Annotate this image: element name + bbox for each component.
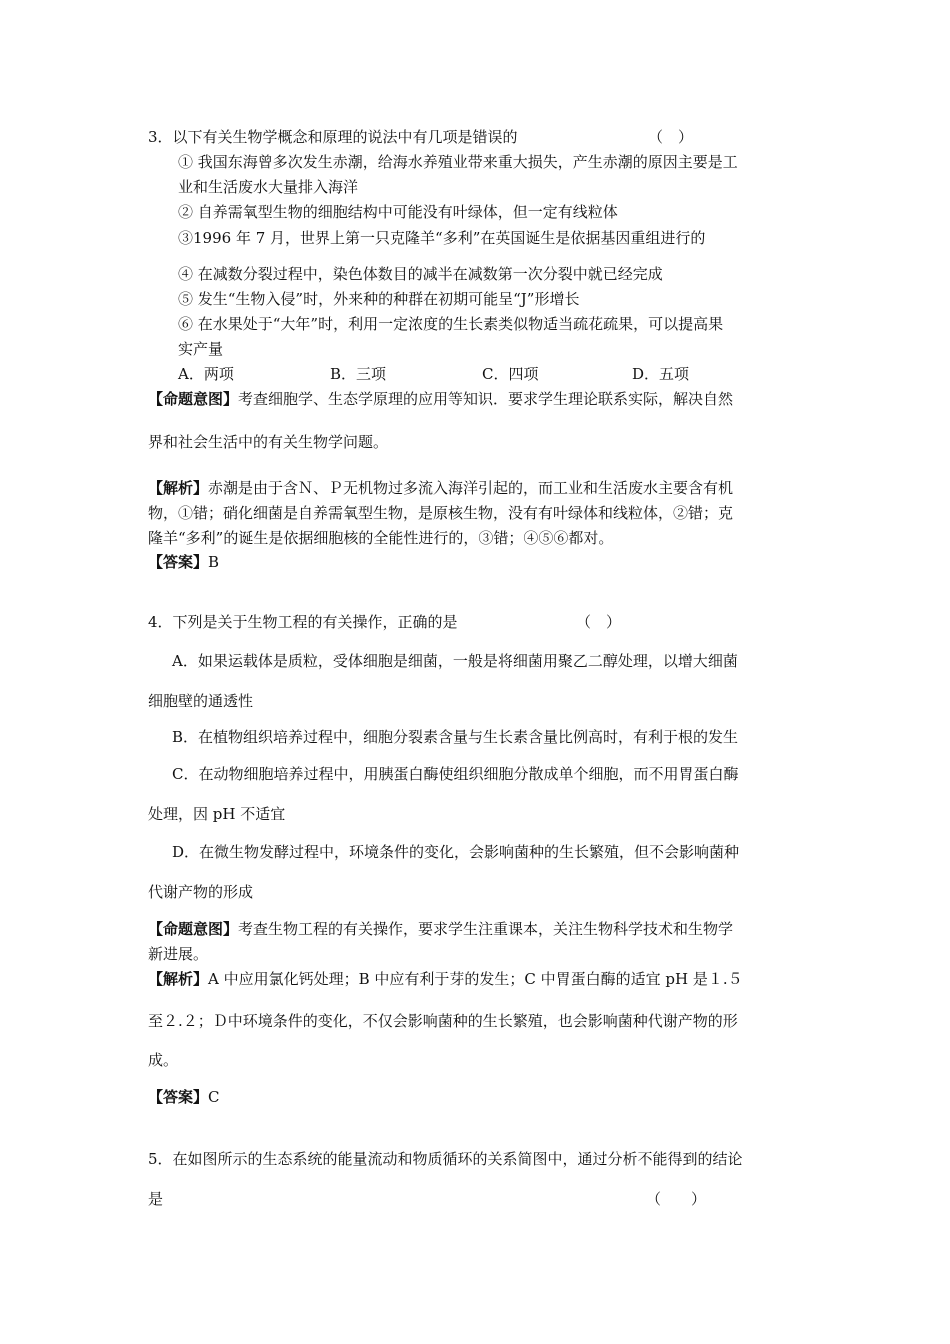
answer-value: C	[208, 1088, 220, 1106]
q3-item: ⑤ 发生“生物入侵”时，外来种的种群在初期可能呈“J”形增长	[178, 290, 580, 308]
q4-option-c: C．在动物细胞培养过程中，用胰蛋白酶使组织细胞分散成单个细胞，而不用胃蛋白酶	[172, 765, 739, 783]
q4-option-a-cont: 细胞壁的通透性	[148, 692, 254, 710]
q4-answer	[148, 1087, 220, 1107]
answer-label: 【答案】	[148, 1088, 209, 1106]
analysis-text: A 中应用氯化钙处理；B 中应有利于芽的发生；C 中胃蛋白酶的适宜 pH 是１.５	[208, 970, 743, 988]
q3-item: ④ 在减数分裂过程中，染色体数目的减半在减数第一次分裂中就已经完成	[178, 265, 663, 283]
q4-answer-paren: （ ）	[576, 613, 622, 631]
q3-item: ③1996 年 7 月，世界上第一只克隆羊“多利”在英国诞生是依据基因重组进行的	[178, 229, 706, 247]
intent-label: 【命题意图】	[148, 920, 239, 938]
q4-option-d-cont: 代谢产物的形成	[148, 883, 254, 901]
q3-item: ① 我国东海曾多次发生赤潮，给海水养殖业带来重大损失，产生赤潮的原因主要是工	[178, 153, 738, 171]
q3-analysis-cont: 隆羊“多利”的诞生是依据细胞核的全能性进行的，③错；④⑤⑥都对。	[148, 529, 614, 547]
q3-intent-cont: 界和社会生活中的有关生物学问题。	[148, 433, 389, 451]
q4-option-d: D．在微生物发酵过程中，环境条件的变化，会影响菌种的生长繁殖，但不会影响菌种	[172, 843, 740, 861]
q4-analysis	[148, 969, 743, 989]
q3-analysis-cont: 物，①错；硝化细菌是自养需氧型生物，是原核生物，没有有叶绿体和线粒体，②错；克	[148, 504, 734, 522]
intent-text: 考查细胞学、生态学原理的应用等知识．要求学生理论联系实际，解决自然	[238, 390, 734, 408]
q3-intent	[148, 389, 733, 409]
q3-option-d: D．五项	[632, 365, 690, 383]
q3-item: ⑥ 在水果处于“大年”时，利用一定浓度的生长素类似物适当疏花疏果，可以提高果	[178, 315, 724, 333]
answer-label: 【答案】	[148, 553, 209, 571]
q5-stem: 5．在如图所示的生态系统的能量流动和物质循环的关系简图中，通过分析不能得到的结论	[148, 1150, 743, 1168]
q4-intent	[148, 919, 733, 939]
q3-option-b: B．三项	[330, 365, 387, 383]
q4-option-a: A．如果运载体是质粒，受体细胞是细菌，一般是将细菌用聚乙二醇处理，以增大细菌	[172, 652, 738, 670]
intent-text: 考查生物工程的有关操作，要求学生注重课本，关注生物科学技术和生物学	[238, 920, 734, 938]
analysis-text: 赤潮是由于含Ｎ、Ｐ无机物过多流入海洋引起的，而工业和生活废水主要含有机	[208, 479, 734, 497]
q4-stem: 4．下列是关于生物工程的有关操作，正确的是	[148, 613, 458, 631]
q4-analysis-cont: 成。	[148, 1051, 179, 1069]
q4-option-c-cont: 处理，因 pH 不适宜	[148, 805, 286, 823]
analysis-label: 【解析】	[148, 479, 209, 497]
q3-item: 实产量	[178, 340, 224, 358]
q5-answer-paren: （ ）	[646, 1190, 707, 1208]
q3-item: ② 自养需氧型生物的细胞结构中可能没有叶绿体，但一定有线粒体	[178, 203, 618, 221]
analysis-label: 【解析】	[148, 970, 209, 988]
intent-label: 【命题意图】	[148, 390, 239, 408]
q3-item: 业和生活废水大量排入海洋	[178, 178, 359, 196]
q3-answer	[148, 552, 219, 572]
q3-option-c: C．四项	[482, 365, 539, 383]
q3-option-a: A．两项	[178, 365, 234, 383]
q3-analysis	[148, 478, 733, 498]
q3-stem: 3．以下有关生物学概念和原理的说法中有几项是错误的	[148, 128, 518, 146]
q4-analysis-cont: 至２.２；Ｄ中环境条件的变化，不仅会影响菌种的生长繁殖，也会影响菌种代谢产物的形	[148, 1012, 738, 1030]
answer-value: B	[208, 553, 220, 571]
q3-answer-paren: （ ）	[648, 128, 694, 146]
q5-stem-cont: 是	[148, 1190, 164, 1208]
q4-option-b: B．在植物组织培养过程中，细胞分裂素含量与生长素含量比例高时，有利于根的发生	[172, 728, 739, 746]
q4-intent-cont: 新进展。	[148, 945, 209, 963]
